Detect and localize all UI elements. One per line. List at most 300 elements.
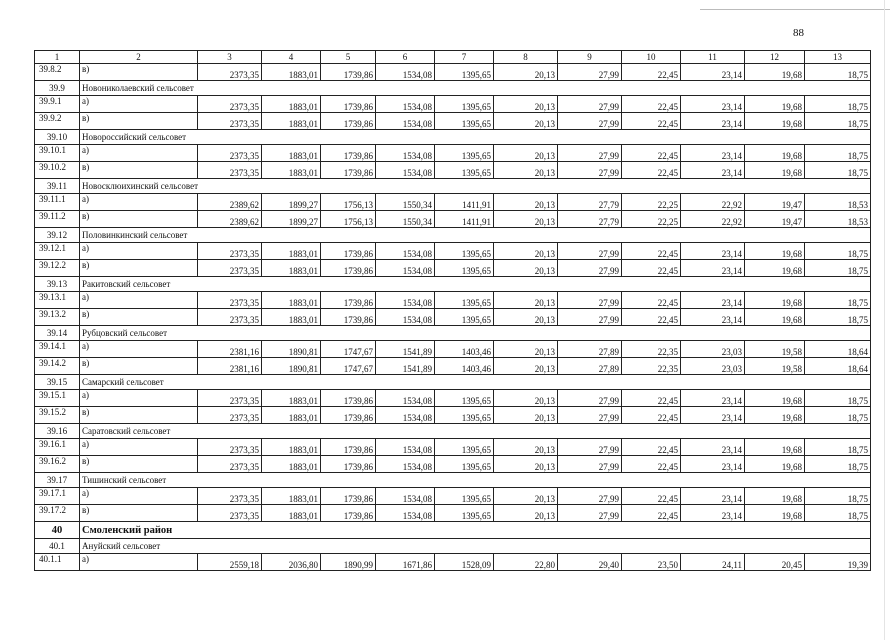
value-cell: 2381,16 <box>198 341 262 358</box>
value-cell: 1534,08 <box>376 390 435 407</box>
value-cell: 27,99 <box>558 407 622 424</box>
row-subitem: а) <box>80 488 198 505</box>
header-cell: 10 <box>622 51 681 64</box>
value-cell: 23,14 <box>681 260 745 277</box>
group-row <box>35 179 871 194</box>
value-cell: 1883,01 <box>262 113 321 130</box>
value-cell: 20,13 <box>494 358 558 375</box>
value-cell: 22,45 <box>622 96 681 113</box>
page-edge <box>884 0 885 640</box>
table-body <box>35 51 871 571</box>
value-cell: 1883,01 <box>262 96 321 113</box>
value-cell: 18,75 <box>805 309 871 326</box>
header-cell: 3 <box>198 51 262 64</box>
value-cell: 1739,86 <box>321 292 376 309</box>
value-cell: 22,45 <box>622 292 681 309</box>
value-cell: 24,11 <box>681 554 745 571</box>
row-subitem: в) <box>80 113 198 130</box>
district-row <box>35 522 871 539</box>
row-code: 39.15.1 <box>35 390 80 407</box>
group-code: 40.1 <box>35 539 80 554</box>
value-cell: 2373,35 <box>198 439 262 456</box>
value-cell: 18,75 <box>805 162 871 179</box>
value-cell: 23,03 <box>681 341 745 358</box>
group-title: Самарский сельсовет <box>80 375 871 390</box>
value-cell: 27,99 <box>558 309 622 326</box>
value-cell: 2373,35 <box>198 113 262 130</box>
value-cell: 27,89 <box>558 358 622 375</box>
value-cell: 1403,46 <box>435 341 494 358</box>
value-cell: 23,14 <box>681 292 745 309</box>
row-code: 39.17.1 <box>35 488 80 505</box>
table-row <box>35 554 871 571</box>
value-cell: 1550,34 <box>376 194 435 211</box>
row-subitem: а) <box>80 554 198 571</box>
value-cell: 1747,67 <box>321 358 376 375</box>
value-cell: 1395,65 <box>435 113 494 130</box>
value-cell: 22,45 <box>622 113 681 130</box>
value-cell: 19,39 <box>805 554 871 571</box>
value-cell: 1395,65 <box>435 439 494 456</box>
value-cell: 27,99 <box>558 260 622 277</box>
value-cell: 20,45 <box>745 554 805 571</box>
value-cell: 1395,65 <box>435 260 494 277</box>
value-cell: 19,68 <box>745 260 805 277</box>
value-cell: 23,14 <box>681 456 745 473</box>
table-row <box>35 96 871 113</box>
value-cell: 2373,35 <box>198 456 262 473</box>
value-cell: 1534,08 <box>376 456 435 473</box>
value-cell: 2036,80 <box>262 554 321 571</box>
top-rule <box>700 9 890 10</box>
value-cell: 20,13 <box>494 309 558 326</box>
value-cell: 18,75 <box>805 407 871 424</box>
value-cell: 18,75 <box>805 439 871 456</box>
value-cell: 27,99 <box>558 390 622 407</box>
row-subitem: а) <box>80 292 198 309</box>
row-code: 39.16.1 <box>35 439 80 456</box>
value-cell: 20,13 <box>494 341 558 358</box>
value-cell: 19,58 <box>745 341 805 358</box>
value-cell: 1883,01 <box>262 439 321 456</box>
value-cell: 20,13 <box>494 407 558 424</box>
value-cell: 1395,65 <box>435 162 494 179</box>
row-subitem: в) <box>80 505 198 522</box>
value-cell: 1883,01 <box>262 260 321 277</box>
value-cell: 22,92 <box>681 211 745 228</box>
value-cell: 1883,01 <box>262 456 321 473</box>
value-cell: 1883,01 <box>262 162 321 179</box>
value-cell: 1899,27 <box>262 194 321 211</box>
row-subitem: в) <box>80 309 198 326</box>
group-row <box>35 81 871 96</box>
value-cell: 1756,13 <box>321 211 376 228</box>
value-cell: 22,35 <box>622 341 681 358</box>
table-row <box>35 162 871 179</box>
row-subitem: в) <box>80 358 198 375</box>
value-cell: 23,14 <box>681 162 745 179</box>
value-cell: 1739,86 <box>321 456 376 473</box>
value-cell: 2373,35 <box>198 64 262 81</box>
row-code: 39.16.2 <box>35 456 80 473</box>
value-cell: 2373,35 <box>198 292 262 309</box>
value-cell: 19,68 <box>745 145 805 162</box>
value-cell: 27,79 <box>558 211 622 228</box>
value-cell: 20,13 <box>494 390 558 407</box>
header-cell: 8 <box>494 51 558 64</box>
value-cell: 23,14 <box>681 96 745 113</box>
value-cell: 1541,89 <box>376 341 435 358</box>
value-cell: 18,75 <box>805 292 871 309</box>
value-cell: 22,35 <box>622 358 681 375</box>
value-cell: 1883,01 <box>262 292 321 309</box>
header-cell: 2 <box>80 51 198 64</box>
row-code: 39.10.2 <box>35 162 80 179</box>
value-cell: 20,13 <box>494 113 558 130</box>
group-title: Новониколаевский сельсовет <box>80 81 871 96</box>
value-cell: 1528,09 <box>435 554 494 571</box>
district-title: Смоленский район <box>80 522 871 539</box>
value-cell: 1395,65 <box>435 488 494 505</box>
value-cell: 2373,35 <box>198 309 262 326</box>
value-cell: 23,14 <box>681 505 745 522</box>
value-cell: 1890,81 <box>262 358 321 375</box>
value-cell: 19,68 <box>745 505 805 522</box>
value-cell: 1550,34 <box>376 211 435 228</box>
group-title: Ануйский сельсовет <box>80 539 871 554</box>
row-subitem: а) <box>80 439 198 456</box>
table-row <box>35 292 871 309</box>
value-cell: 19,68 <box>745 292 805 309</box>
value-cell: 18,53 <box>805 194 871 211</box>
value-cell: 1739,86 <box>321 439 376 456</box>
value-cell: 20,13 <box>494 96 558 113</box>
row-code: 39.11.1 <box>35 194 80 211</box>
value-cell: 27,99 <box>558 243 622 260</box>
value-cell: 1883,01 <box>262 64 321 81</box>
row-subitem: а) <box>80 145 198 162</box>
value-cell: 19,68 <box>745 64 805 81</box>
value-cell: 22,45 <box>622 390 681 407</box>
value-cell: 20,13 <box>494 64 558 81</box>
value-cell: 2373,35 <box>198 505 262 522</box>
value-cell: 1534,08 <box>376 309 435 326</box>
value-cell: 22,45 <box>622 260 681 277</box>
value-cell: 27,99 <box>558 488 622 505</box>
value-cell: 18,75 <box>805 505 871 522</box>
value-cell: 22,45 <box>622 439 681 456</box>
value-cell: 18,53 <box>805 211 871 228</box>
value-cell: 19,68 <box>745 162 805 179</box>
group-code: 39.10 <box>35 130 80 145</box>
value-cell: 23,14 <box>681 407 745 424</box>
table-row <box>35 341 871 358</box>
value-cell: 1395,65 <box>435 64 494 81</box>
table-row <box>35 390 871 407</box>
value-cell: 1541,89 <box>376 358 435 375</box>
value-cell: 20,13 <box>494 194 558 211</box>
value-cell: 18,64 <box>805 341 871 358</box>
value-cell: 22,45 <box>622 243 681 260</box>
value-cell: 19,68 <box>745 96 805 113</box>
value-cell: 1739,86 <box>321 260 376 277</box>
value-cell: 27,99 <box>558 113 622 130</box>
value-cell: 1739,86 <box>321 309 376 326</box>
group-code: 39.11 <box>35 179 80 194</box>
row-subitem: а) <box>80 390 198 407</box>
table-row <box>35 488 871 505</box>
group-title: Половинкинский сельсовет <box>80 228 871 243</box>
group-title: Саратовский сельсовет <box>80 424 871 439</box>
value-cell: 23,14 <box>681 243 745 260</box>
value-cell: 27,79 <box>558 194 622 211</box>
value-cell: 2373,35 <box>198 145 262 162</box>
value-cell: 27,99 <box>558 145 622 162</box>
value-cell: 1534,08 <box>376 292 435 309</box>
group-code: 39.15 <box>35 375 80 390</box>
value-cell: 22,25 <box>622 211 681 228</box>
value-cell: 18,64 <box>805 358 871 375</box>
value-cell: 23,14 <box>681 309 745 326</box>
value-cell: 1395,65 <box>435 309 494 326</box>
value-cell: 2381,16 <box>198 358 262 375</box>
group-code: 40 <box>35 522 80 539</box>
value-cell: 22,45 <box>622 64 681 81</box>
value-cell: 22,80 <box>494 554 558 571</box>
value-cell: 19,58 <box>745 358 805 375</box>
group-title: Новосклюихинский сельсовет <box>80 179 871 194</box>
value-cell: 2559,18 <box>198 554 262 571</box>
value-cell: 1883,01 <box>262 390 321 407</box>
value-cell: 1756,13 <box>321 194 376 211</box>
row-subitem: а) <box>80 96 198 113</box>
value-cell: 1395,65 <box>435 145 494 162</box>
group-row <box>35 424 871 439</box>
value-cell: 1739,86 <box>321 113 376 130</box>
value-cell: 1534,08 <box>376 505 435 522</box>
value-cell: 20,13 <box>494 488 558 505</box>
row-code: 39.13.1 <box>35 292 80 309</box>
group-code: 39.17 <box>35 473 80 488</box>
header-cell: 13 <box>805 51 871 64</box>
value-cell: 22,45 <box>622 407 681 424</box>
value-cell: 1395,65 <box>435 390 494 407</box>
value-cell: 1534,08 <box>376 407 435 424</box>
group-row <box>35 375 871 390</box>
row-code: 39.15.2 <box>35 407 80 424</box>
group-title: Ракитовский сельсовет <box>80 277 871 292</box>
table-row <box>35 358 871 375</box>
table-row <box>35 309 871 326</box>
value-cell: 1411,91 <box>435 194 494 211</box>
value-cell: 27,99 <box>558 456 622 473</box>
value-cell: 18,75 <box>805 145 871 162</box>
value-cell: 19,68 <box>745 390 805 407</box>
header-cell: 7 <box>435 51 494 64</box>
row-subitem: а) <box>80 194 198 211</box>
value-cell: 27,99 <box>558 292 622 309</box>
value-cell: 19,68 <box>745 456 805 473</box>
row-code: 39.10.1 <box>35 145 80 162</box>
value-cell: 27,99 <box>558 162 622 179</box>
row-subitem: в) <box>80 456 198 473</box>
row-subitem: в) <box>80 211 198 228</box>
group-title: Тишинский сельсовет <box>80 473 871 488</box>
value-cell: 2373,35 <box>198 243 262 260</box>
value-cell: 1534,08 <box>376 113 435 130</box>
row-subitem: в) <box>80 407 198 424</box>
value-cell: 22,92 <box>681 194 745 211</box>
value-cell: 27,99 <box>558 439 622 456</box>
value-cell: 1739,86 <box>321 407 376 424</box>
value-cell: 19,68 <box>745 113 805 130</box>
value-cell: 22,45 <box>622 145 681 162</box>
value-cell: 22,45 <box>622 456 681 473</box>
row-code: 39.14.2 <box>35 358 80 375</box>
group-row <box>35 326 871 341</box>
value-cell: 1395,65 <box>435 505 494 522</box>
value-cell: 1739,86 <box>321 390 376 407</box>
value-cell: 20,13 <box>494 260 558 277</box>
table-row <box>35 407 871 424</box>
table-row <box>35 456 871 473</box>
value-cell: 22,45 <box>622 309 681 326</box>
group-code: 39.9 <box>35 81 80 96</box>
value-cell: 18,75 <box>805 96 871 113</box>
header-cell: 12 <box>745 51 805 64</box>
value-cell: 1534,08 <box>376 96 435 113</box>
value-cell: 1534,08 <box>376 260 435 277</box>
value-cell: 20,13 <box>494 162 558 179</box>
page-number: 88 <box>793 27 804 39</box>
value-cell: 1411,91 <box>435 211 494 228</box>
value-cell: 1403,46 <box>435 358 494 375</box>
value-cell: 1883,01 <box>262 309 321 326</box>
value-cell: 1534,08 <box>376 439 435 456</box>
header-cell: 11 <box>681 51 745 64</box>
row-subitem: а) <box>80 341 198 358</box>
group-code: 39.14 <box>35 326 80 341</box>
value-cell: 1890,99 <box>321 554 376 571</box>
value-cell: 23,50 <box>622 554 681 571</box>
value-cell: 20,13 <box>494 456 558 473</box>
value-cell: 1883,01 <box>262 407 321 424</box>
group-code: 39.16 <box>35 424 80 439</box>
row-code: 39.11.2 <box>35 211 80 228</box>
value-cell: 23,14 <box>681 145 745 162</box>
value-cell: 1883,01 <box>262 243 321 260</box>
group-row <box>35 473 871 488</box>
table-row <box>35 113 871 130</box>
value-cell: 2373,35 <box>198 407 262 424</box>
value-cell: 1739,86 <box>321 145 376 162</box>
value-cell: 2373,35 <box>198 96 262 113</box>
value-cell: 22,25 <box>622 194 681 211</box>
value-cell: 20,13 <box>494 439 558 456</box>
value-cell: 1534,08 <box>376 243 435 260</box>
value-cell: 27,99 <box>558 64 622 81</box>
group-code: 39.13 <box>35 277 80 292</box>
table-row <box>35 145 871 162</box>
value-cell: 2389,62 <box>198 194 262 211</box>
value-cell: 22,45 <box>622 162 681 179</box>
value-cell: 23,14 <box>681 390 745 407</box>
value-cell: 19,68 <box>745 407 805 424</box>
group-row <box>35 228 871 243</box>
value-cell: 1534,08 <box>376 162 435 179</box>
header-row <box>35 51 871 64</box>
value-cell: 23,14 <box>681 488 745 505</box>
value-cell: 20,13 <box>494 145 558 162</box>
table-row <box>35 439 871 456</box>
value-cell: 1739,86 <box>321 162 376 179</box>
table-row <box>35 64 871 81</box>
value-cell: 19,68 <box>745 488 805 505</box>
value-cell: 18,75 <box>805 243 871 260</box>
value-cell: 20,13 <box>494 505 558 522</box>
value-cell: 1671,86 <box>376 554 435 571</box>
value-cell: 2373,35 <box>198 488 262 505</box>
value-cell: 18,75 <box>805 488 871 505</box>
value-cell: 1739,86 <box>321 488 376 505</box>
group-title: Новороссийский сельсовет <box>80 130 871 145</box>
value-cell: 18,75 <box>805 260 871 277</box>
header-cell: 4 <box>262 51 321 64</box>
value-cell: 2373,35 <box>198 260 262 277</box>
header-cell: 6 <box>376 51 435 64</box>
group-row <box>35 277 871 292</box>
row-code: 39.9.2 <box>35 113 80 130</box>
row-code: 39.14.1 <box>35 341 80 358</box>
value-cell: 20,13 <box>494 292 558 309</box>
group-title: Рубцовский сельсовет <box>80 326 871 341</box>
row-code: 39.9.1 <box>35 96 80 113</box>
value-cell: 19,47 <box>745 194 805 211</box>
value-cell: 1739,86 <box>321 243 376 260</box>
value-cell: 1883,01 <box>262 488 321 505</box>
value-cell: 18,75 <box>805 113 871 130</box>
table-row <box>35 194 871 211</box>
value-cell: 1534,08 <box>376 64 435 81</box>
row-code: 39.12.1 <box>35 243 80 260</box>
table-row <box>35 211 871 228</box>
row-subitem: а) <box>80 243 198 260</box>
value-cell: 1534,08 <box>376 145 435 162</box>
value-cell: 1395,65 <box>435 456 494 473</box>
value-cell: 29,40 <box>558 554 622 571</box>
row-code: 39.8.2 <box>35 64 80 81</box>
value-cell: 1395,65 <box>435 96 494 113</box>
group-row <box>35 539 871 554</box>
row-code: 39.17.2 <box>35 505 80 522</box>
value-cell: 23,14 <box>681 64 745 81</box>
value-cell: 2389,62 <box>198 211 262 228</box>
value-cell: 1395,65 <box>435 243 494 260</box>
value-cell: 20,13 <box>494 243 558 260</box>
row-code: 40.1.1 <box>35 554 80 571</box>
value-cell: 19,68 <box>745 243 805 260</box>
value-cell: 1899,27 <box>262 211 321 228</box>
row-code: 39.12.2 <box>35 260 80 277</box>
value-cell: 1883,01 <box>262 505 321 522</box>
value-cell: 19,68 <box>745 309 805 326</box>
table-row <box>35 243 871 260</box>
header-cell: 9 <box>558 51 622 64</box>
value-cell: 1534,08 <box>376 488 435 505</box>
row-subitem: в) <box>80 64 198 81</box>
value-cell: 22,45 <box>622 505 681 522</box>
header-cell: 1 <box>35 51 80 64</box>
